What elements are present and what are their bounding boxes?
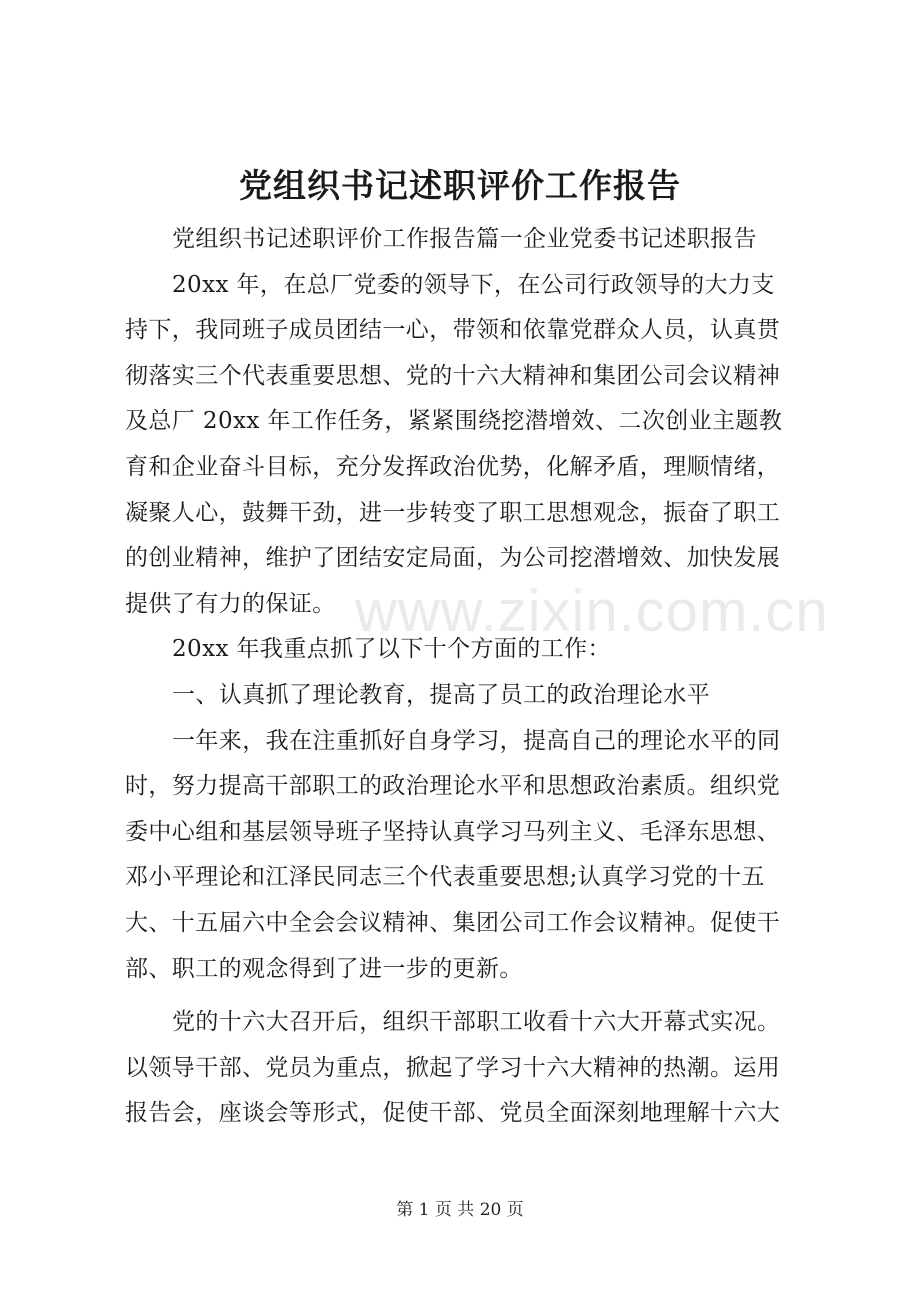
paragraph-line: 一年来，我在注重抓好自身学习，提高自己的理论水平的同	[172, 727, 781, 754]
paragraph-line: 委中心组和基层领导班子坚持认真学习马列主义、毛泽东思想、	[125, 818, 781, 845]
paragraph-line: 彻落实三个代表重要思想、党的十六大精神和集团公司会议精神	[125, 362, 781, 389]
paragraph-line: 部、职工的观念得到了进一步的更新。	[125, 955, 523, 982]
page-number-footer: 第 1 页 共 20 页	[396, 1200, 524, 1220]
document-title: 党组织书记述职评价工作报告	[239, 166, 681, 205]
paragraph-line: 以领导干部、党员为重点，掀起了学习十六大精神的热潮。运用	[125, 1054, 781, 1081]
paragraph-line: 育和企业奋斗目标，充分发挥政治优势，化解矛盾，理顺情绪，	[125, 453, 781, 480]
paragraph-line: 20xx 年我重点抓了以下十个方面的工作：	[172, 636, 611, 663]
paragraph-line: 大、十五届六中全会会议精神、集团公司工作会议精神。促使干	[125, 909, 781, 936]
paragraph-line: 报告会，座谈会等形式，促使干部、党员全面深刻地理解十六大	[125, 1100, 781, 1127]
paragraph-line: 党的十六大召开后，组织干部职工收看十六大开幕式实况。	[172, 1009, 781, 1036]
paragraph-line: 提供了有力的保证。	[125, 590, 336, 617]
paragraph-line: 邓小平理论和江泽民同志三个代表重要思想;认真学习党的十五	[125, 864, 765, 891]
watermark: www.zixin.com.cn	[355, 579, 829, 644]
document-body	[125, 217, 815, 1137]
paragraph-line: 时，努力提高干部职工的政治理论水平和思想政治素质。组织党	[125, 773, 781, 800]
paragraph-line: 20xx 年，在总厂党委的领导下，在公司行政领导的大力支	[172, 271, 775, 298]
paragraph-line: 凝聚人心，鼓舞干劲，进一步转变了职工思想观念，振奋了职工	[125, 499, 781, 526]
paragraph-line: 的创业精神，维护了团结安定局面，为公司挖潜增效、加快发展	[125, 545, 781, 572]
subtitle-line: 党组织书记述职评价工作报告篇一企业党委书记述职报告	[172, 226, 757, 252]
paragraph-line: 及总厂 20xx 年工作任务，紧紧围绕挖潜增效、二次创业主题教	[125, 408, 783, 435]
section-heading: 一、认真抓了理论教育，提高了员工的政治理论水平	[172, 681, 711, 708]
paragraph-line: 持下，我同班子成员团结一心，带领和依靠党群众人员，认真贯	[125, 317, 781, 344]
